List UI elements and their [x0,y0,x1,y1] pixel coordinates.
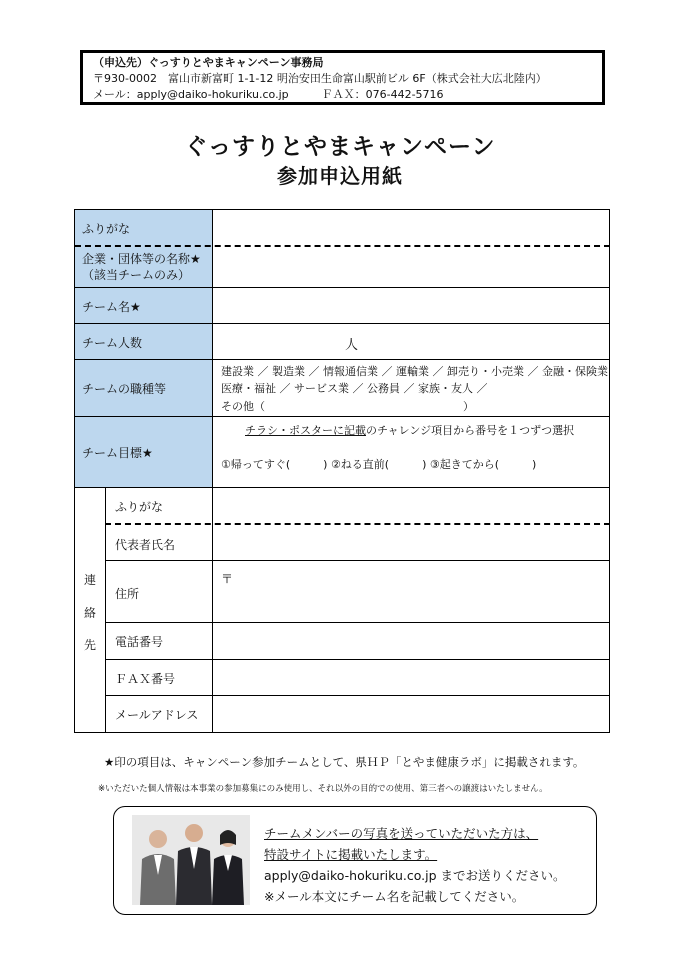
label-fax: ＦＡＸ番号 [115,672,176,686]
photo-note-line1: チームメンバーの写真を送っていただいた方は、 [264,826,539,841]
label-team-industry-text: チームの職種等 [82,382,167,396]
row-divider [75,287,610,288]
label-email: メールアドレス [115,708,199,722]
label-team-industry [75,360,213,417]
label-team-name-text: チーム名★ [82,299,141,314]
team-photo-image [132,815,250,905]
row-divider [105,560,610,561]
row-divider [75,359,610,360]
contact-header-box [80,50,605,105]
industry-options-line3: その他（ ） [221,400,474,413]
label-team-size-text: チーム人数 [82,335,143,350]
photo-submission-box [113,806,597,915]
goal-options: ①帰ってすぐ( ) ②ねる直前( ) ③起きてから( ) [221,458,537,471]
contact-char-1: 連 [84,573,97,587]
star-note: ★印の項目は、キャンペーン参加チームとして、県ＨＰ「とやま健康ラボ」に掲載されます。 [104,755,585,769]
label-phone: 電話番号 [115,635,164,649]
header-line3: メール：apply@daiko-hokuriku.co.jp ＦＡＸ：076-442-5716 [93,88,444,101]
photo-note-line3: apply@daiko-hokuriku.co.jp までお送りください。 [264,868,566,883]
row-divider [75,416,610,417]
photo-note-line4: ※メール本文にチーム名を記載してください。 [264,889,525,904]
row-divider [75,487,610,488]
label-team-goal-text: チーム目標★ [82,446,153,460]
privacy-note: ※いただいた個人情報は本事業の参加募集にのみ使用し、それ以外の目的での使用、第三者への譲渡はいたしません。 [98,784,548,794]
label-org-name-text: 企業・団体等の名称★ [82,252,201,266]
label-column-divider [212,210,213,733]
label-furigana [75,210,213,246]
goal-instruction-underlined: チラシ・ポスターに記載 [245,424,366,437]
dashed-divider [75,245,610,247]
row-divider [105,622,610,623]
label-org-name [75,246,213,288]
industry-options-line2: 医療・福祉 ／ サービス業 ／ 公務員 ／ 家族・友人 ／ [221,382,488,395]
application-form-table [74,209,610,733]
contact-char-2: 絡 [84,606,97,620]
row-divider [105,695,610,696]
goal-instruction-rest: のチャレンジ項目から番号を１つずつ選択 [366,424,575,437]
industry-options-line1: 建設業 ／ 製造業 ／ 情報通信業 ／ 運輸業 ／ 卸売り・小売業 ／ 金融・保険業 [221,365,608,378]
label-team-name [75,288,213,324]
team-size-unit: 人 [345,338,359,353]
label-address: 住所 [115,587,140,601]
photo-note-line2: 特設サイトに掲載いたします。 [264,847,438,862]
label-org-name-note: （該当チームのみ） [82,268,191,282]
goal-instruction [245,422,574,438]
label-rep-name: 代表者氏名 [115,538,176,552]
label-furigana-text: ふりがな [82,221,131,236]
contact-char-3: 先 [84,638,97,652]
label-contact-furigana: ふりがな [115,500,164,514]
postal-mark: 〒 [221,572,234,586]
label-team-goal [75,417,213,488]
page-subtitle: 参加申込用紙 [277,164,403,188]
label-team-size [75,324,213,360]
page-title: ぐっすりとやまキャンペーン [184,134,496,160]
row-divider [105,659,610,660]
dashed-divider [105,523,610,525]
header-line1: （申込先）ぐっすりとやまキャンペーン事務局 [93,56,324,69]
header-line2: 〒930-0002 富山市新富町 1-1-12 明治安田生命富山駅前ビル 6F（株式会社大広北陸内） [93,72,547,85]
row-divider [75,323,610,324]
